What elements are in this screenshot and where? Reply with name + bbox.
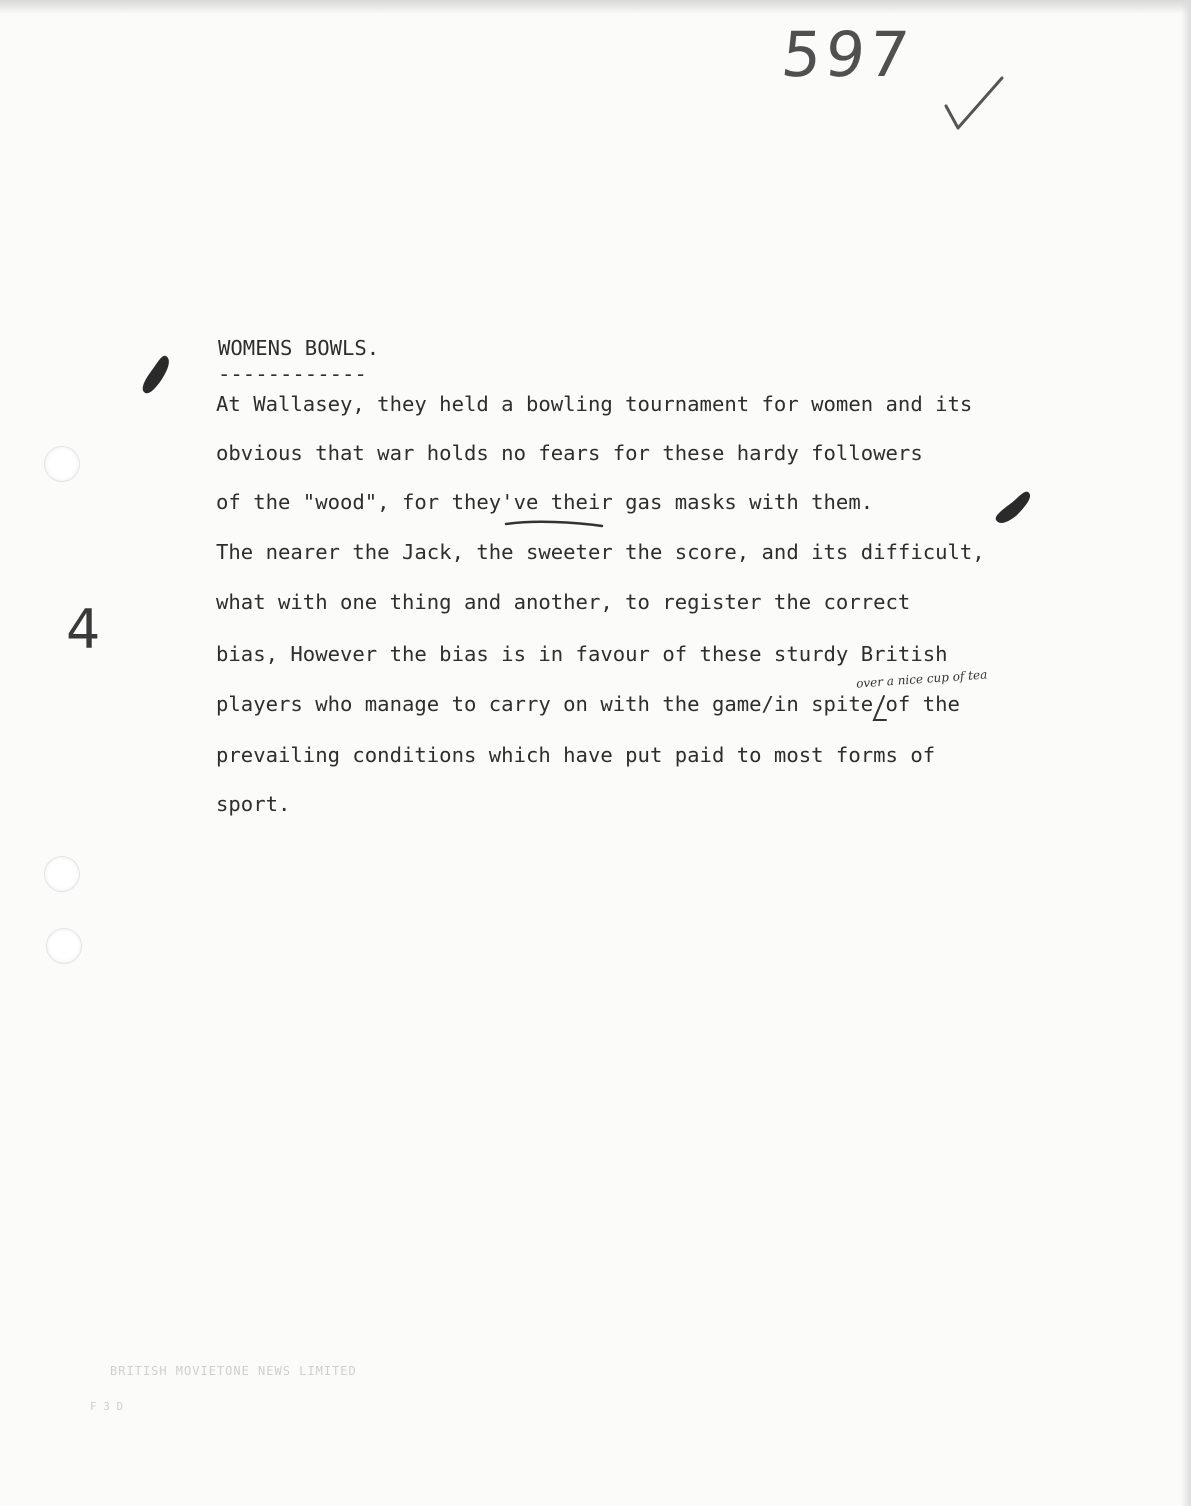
body-line: prevailing conditions which have put paid to most forms of: [216, 743, 936, 767]
checkmark-icon: [942, 72, 1006, 136]
ink-smudge-mark: [992, 488, 1036, 528]
body-line: At Wallasey, they held a bowling tournament for women and its: [216, 392, 973, 416]
heading-underline: ------------: [218, 362, 367, 386]
punch-hole-mark: [46, 928, 82, 964]
punch-hole-mark: [44, 856, 80, 892]
page-top-edge: [0, 0, 1191, 14]
body-line: bias, However the bias is in favour of these sturdy British: [216, 642, 948, 666]
handwritten-insertion: over a nice cup of tea: [855, 667, 988, 691]
body-line: of the "wood", for they've their gas masks with them.: [216, 490, 874, 514]
pencil-underline: [504, 518, 604, 530]
punch-hole-mark: [44, 446, 80, 482]
footer-code: F 3 D: [90, 1400, 124, 1413]
body-line: sport.: [216, 792, 291, 816]
ink-smudge-mark: [138, 352, 178, 398]
side-page-number: 4: [66, 598, 101, 661]
document-heading: WOMENS BOWLS.: [218, 336, 380, 360]
body-line: The nearer the Jack, the sweeter the score, and its difficult,: [216, 540, 985, 564]
folio-number: 597: [778, 18, 917, 91]
body-line: obvious that war holds no fears for these hardy followers: [216, 441, 923, 465]
body-line: players who manage to carry on with the game/in spite of the: [216, 692, 960, 716]
footer-stamp: BRITISH MOVIETONE NEWS LIMITED: [110, 1364, 357, 1378]
body-line: what with one thing and another, to register the correct: [216, 590, 911, 614]
page-right-edge: [1181, 0, 1191, 1506]
